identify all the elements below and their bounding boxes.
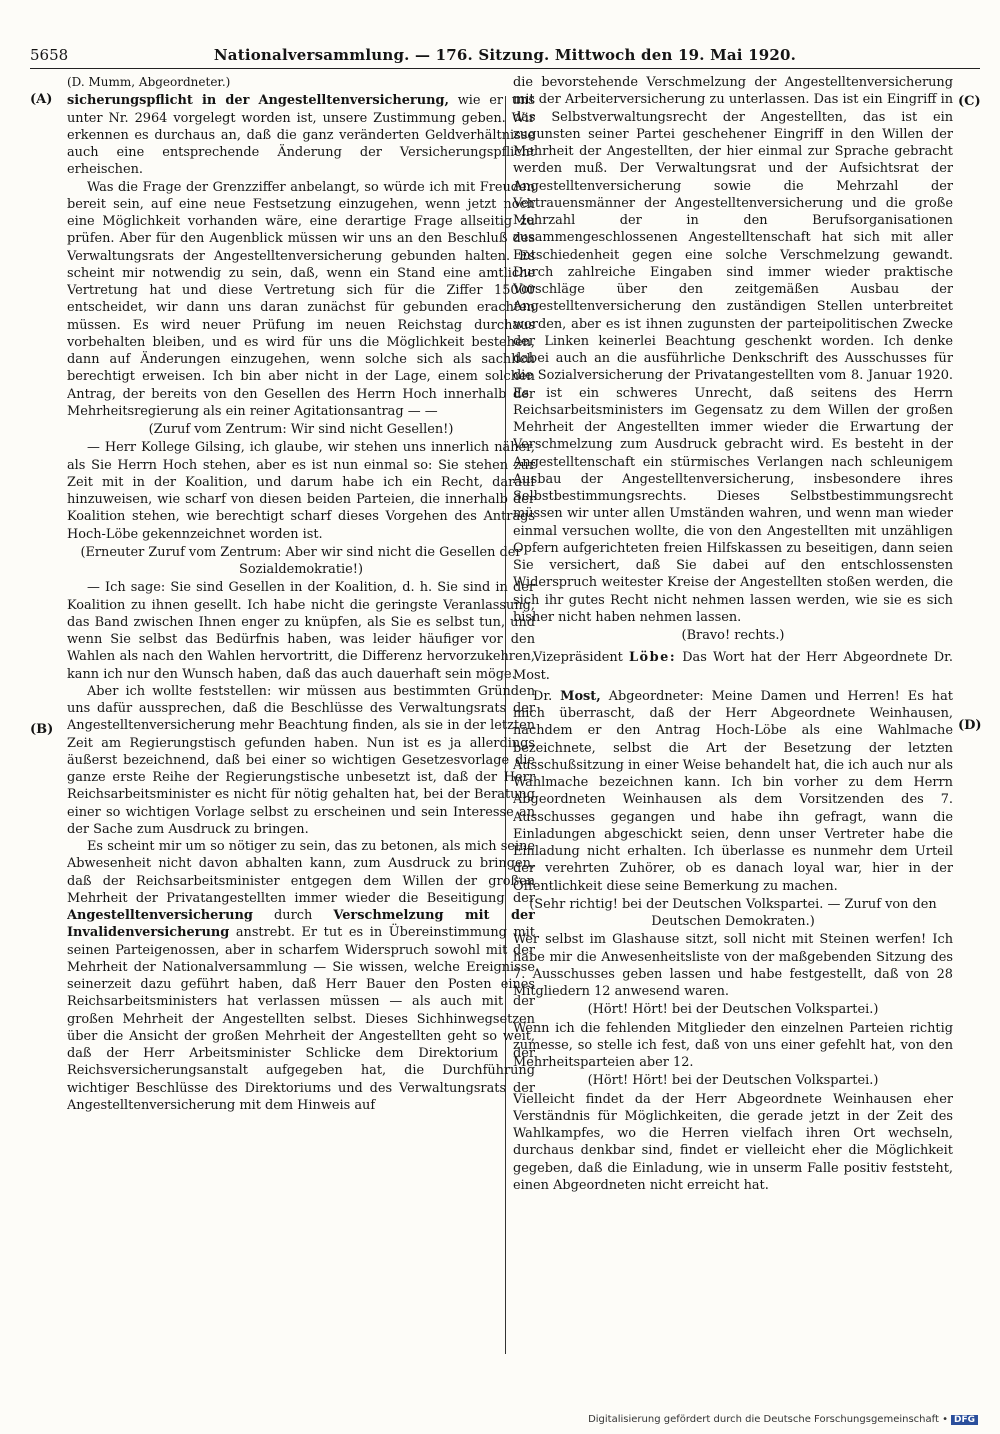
speaker-name: Most, — [560, 688, 601, 704]
paragraph: Vielleicht findet da der Herr Abgeordnete Weinhausen eher Verständnis für Möglichkeiten, die gerade jetzt in der Zeit des Wahlkampfes, wo die Herren vielfach ihren Ort wechseln, durchaus denkbar sind, findet er vielleicht eher die Möglichkeit gegeben, daß die Einladung, wie in unserm Falle positiv feststeht, einen Abgeordneten nicht erreicht hat. — [513, 1091, 953, 1193]
paragraph: die bevorstehende Verschmelzung der Angestelltenversicherung mit der Arbeiterversicherung zu unterlassen. Das ist ein Eingriff in das Selbstverwaltungsrecht der Angestellten, das ist ein zugunsten seiner Partei geschehener Eingriff in den Willen der Mehrheit der Angestellten, der hier einmal zur Sprache gebracht werden muß. Der Verwaltungsrat und der Aufsichtsrat der Angestelltenversicherung sowie die Mehrzahl der Vertrauensmänner der Angestelltenversicherung und die große Mehrzahl der in den Berufsorganisationen zusammengeschlossenen Angestelltenschaft hat sich mit aller Entschiedenheit gegen eine solche Verschmelzung gewandt. Durch zahlreiche Eingaben sind immer wieder praktische Vorschläge über den zeitgemäßen Ausbau der Angestelltenversicherung den zuständigen Stellen unterbreitet worden, aber es ist ihnen zugunsten der parteipolitischen Zwecke der Linken keinerlei Beachtung geschenkt worden. Ich denke dabei auch an die ausführliche Denkschrift des Ausschusses für die Sozialversicherung der Privatangestellten vom 8. Januar 1920. Es ist ein schweres Unrecht, daß seitens des Herrn Reichsarbeitsministers im Gegensatz zu dem Willen der großen Mehrheit der Angestellten immer wieder die Erwartung der Verschmelzung zum Ausdruck gebracht wird. Es besteht in der Angestelltenschaft ein stürmisches Verlangen nach schleunigem Ausbau der Angestelltenversicherung, insbesondere ihres Selbstbestimmungsrechts. Dieses Selbstbestimmungsrecht müssen wir unter allen Umständen wahren, und wenn man wieder einmal versuchen wollte, die von den Angestellten mit unzähligen Opfern aufgerichteten freien Hilfskassen zu beseitigen, dann seien Sie versichert, daß Sie dabei auf den entschlossensten Widerspruch weitester Kreise der Angestellten stoßen werden, die sich ihr gutes Recht nicht nehmen lassen werden, wie sie es sich bisher nicht haben nehmen lassen. — [513, 75, 953, 625]
footer-text: Digitalisierung gefördert durch die Deutsche Forschungsgemeinschaft • — [588, 1414, 948, 1425]
interjection: (Sehr richtig! bei der Deutschen Volkspartei. — Zuruf von den Deutschen Demokraten.) — [529, 896, 937, 929]
paragraph — [67, 92, 535, 178]
digitization-credit — [588, 1414, 978, 1425]
margin-mark-b: (B) — [30, 722, 54, 737]
interjection: (Erneuter Zuruf vom Zentrum: Aber wir sind nicht die Gesellen der Sozialdemokratie!) — [80, 544, 522, 577]
paragraph — [513, 649, 953, 684]
interjection: (Zuruf vom Zentrum: Wir sind nicht Gesellen!) — [148, 422, 454, 437]
dfg-logo: DFG — [951, 1415, 978, 1425]
paragraph: Wer selbst im Glashause sitzt, soll nicht mit Steinen werfen! Ich habe mir die Anwesenheitsliste von der maßgebenden Sitzung des 7. Ausschusses geben lassen und habe festgestellt, daß von 28 Mitgliedern 12 anwesend waren. — [513, 932, 953, 999]
text-run: durch — [252, 908, 334, 923]
text-run: Abgeordneter: Meine Damen und Herren! Es hat mich überrascht, daß der Herr Abgeordnete Weinhausen, nachdem er den Antrag Hoch-Löbe als eine Wahlmache bezeichnete, selbst die Art der Besetzung der letzten Ausschußsitzung in einer Weise behandelt hat, die ich auch nur als Wahlmache bezeichnen kann. Ich bin vorher zu dem Herrn Abgeordneten Weinhausen als dem Vorsitzenden des 7. Ausschusses gegangen und habe ihn gefragt, wann die Einladungen abgeschickt seien, denn unser Vertreter habe die Einladung nicht erhalten. Ich überlasse es nunmehr dem Urteil der verehrten Zuhörer, ob es danach loyal war, hier in der Öffentlichkeit diese seine Bemerkung zu machen. — [513, 688, 953, 894]
speaker-tag: (D. Mumm, Abgeordneter.) — [67, 75, 231, 89]
page-header — [30, 44, 980, 69]
bold-phrase: Verschmelzung mit der Invalidenversicherung — [67, 908, 535, 941]
paragraph: Aber ich wollte feststellen: wir müssen aus bestimmten Gründen uns dafür aussprechen, daß die Beschlüsse des Verwaltungsrats der Angestelltenversicherung mehr Beachtung finden, als sie in der letzten Zeit am Regierungstisch gefunden haben. Nun ist es ja allerdings äußerst bezeichnend, daß bei einer so wichtigen Gesetzesvorlage die ganze erste Reihe der Regierungstische unbesetzt ist, daß der Herr Reichsarbeitsminister es nicht für nötig gehalten hat, bei der Beratung einer so wichtigen Vorlage selbst zu erscheinen und sein Interesse an der Sache zum Ausdruck zu bringen. — [67, 683, 535, 837]
text-run: Das Wort hat der Herr Abgeordnete Dr. Most. — [513, 650, 953, 683]
paragraph: Was die Frage der Grenzziffer anbelangt, so würde ich mit Freuden bereit sein, auf eine neue Festsetzung einzugehen, wenn jetzt noch eine Möglichkeit vorhanden wäre, eine derartige Frage allseitig zu prüfen. Aber für den Augenblick müssen wir uns an den Beschluß des Verwaltungsrats der Angestelltenversicherung gebunden halten. Es scheint mir notwendig zu sein, daß, wenn ein Stand eine amtliche Vertretung hat und diese Vertretung sich für die Ziffer 15000 entscheidet, wir dann uns daran zunächst für gebunden erachten müssen. Es wird neuer Prüfung im neuen Reichstag durchaus vorbehalten bleiben, und es wird für uns die Möglichkeit bestehen, dann auf Änderungen einzugehen, wenn solche sich als sachlich berechtigt erweisen. Ich bin aber nicht in der Lage, einem solchen Antrag, der bereits von den Gesellen des Herrn Hoch innerhalb der Mehrheitsregierung als ein reiner Agitationsantrag — — — [67, 179, 535, 419]
text-run: anstrebt. Er tut es in Übereinstimmung mit seinen Parteigenossen, aber in scharfem Widerspruch sowohl mit der Mehrheit der Nationalversammlung — Sie wissen, welche Ereignisse seinerzeit dazu geführt haben, daß Herr Bauer den Posten eines Reichsarbeitsministers hat verlassen müssen — als auch mit der großen Mehrheit der Angestellten selbst. Dieses Sichhinwegsetzen über die Ansicht der großen Mehrheit der Angestellten geht so weit, daß der Herr Arbeitsminister Schlicke dem Direktorium der Reichsversicherungsanstalt aufgegeben hat, die Durchführung wichtiger Beschlüsse des Direktoriums und des Verwaltungsrats der Angestelltenversicherung mit dem Hinweis auf — [67, 925, 535, 1113]
interjection: (Hört! Hört! bei der Deutschen Volkspartei.) — [587, 1002, 879, 1018]
paragraph: — Herr Kollege Gilsing, ich glaube, wir stehen uns innerlich näher, als Sie Herrn Hoch stehen, aber es ist nun einmal so: Sie stehen zur Zeit mit in der Koalition, und darum habe ich ein Recht, darauf hinzuweisen, wie scharf von diesen beiden Parteien, die innerhalb der Koalition stehen, wie berechtigt scharf dieses Vorgehen des Antrags Hoch-Löbe gekennzeichnet worden ist. — [67, 440, 535, 542]
paragraph: — Ich sage: Sie sind Gesellen in der Koalition, d. h. Sie sind in der Koalition zu ihnen gesellt. Ich habe nicht die geringste Veranlassung, das Band zwischen Ihnen enger zu knüpfen, als Sie es selbst tun, und wenn Sie selbst das Bedürfnis haben, was leider häufiger vor den Wahlen als nach den Wahlen hervortritt, die Differenz hervorzukehren, kann ich nur den Wunsch haben, daß das auch dauerhaft sein möge. — [67, 580, 535, 682]
text-run: Es scheint mir um so nötiger zu sein, das zu betonen, als mich seine Abwesenheit nicht davon abhalten kann, zum Ausdruck zu bringen, daß der Reichsarbeitsminister entgegen dem Willen der großen Mehrheit der Privatangestellten immer wieder die Beseitigung der — [67, 839, 535, 906]
paragraph: Wenn ich die fehlenden Mitglieder den einzelnen Parteien richtig zumesse, so stelle ich fest, daß von uns einer gefehlt hat, von den Mehrheitsparteien aber 12. — [513, 1020, 953, 1070]
running-title: Nationalversammlung. — 176. Sitzung. Mittwoch den 19. Mai 1920. — [213, 46, 797, 64]
right-column — [513, 74, 953, 1364]
text-run: Vizepräsident — [533, 650, 629, 666]
paragraph — [67, 838, 535, 1114]
margin-mark-d: (D) — [958, 718, 982, 733]
text-run: Dr. — [533, 688, 561, 704]
left-column — [67, 74, 535, 1364]
speaker-name: Löbe: — [628, 650, 677, 666]
bold-phrase: sicherungspflicht in der Angestelltenversicherung, — [67, 93, 449, 109]
margin-mark-c: (C) — [958, 94, 981, 109]
page-number: 5658 — [30, 46, 69, 64]
margin-mark-a: (A) — [30, 92, 53, 107]
text-run: wie er uns unter Nr. 2964 vorgelegt worden ist, unsere Zustimmung geben. Wir erkennen es durchaus an, daß die ganz veränderten Geldverhältnisse auch eine entsprechende Änderung der Versicherungspflicht erheischen. — [67, 93, 535, 178]
paragraph — [513, 688, 953, 895]
interjection: (Bravo! rechts.) — [681, 628, 785, 643]
interjection: (Hört! Hört! bei der Deutschen Volkspartei.) — [587, 1073, 879, 1089]
bold-phrase: Angestelltenversicherung — [67, 908, 253, 923]
